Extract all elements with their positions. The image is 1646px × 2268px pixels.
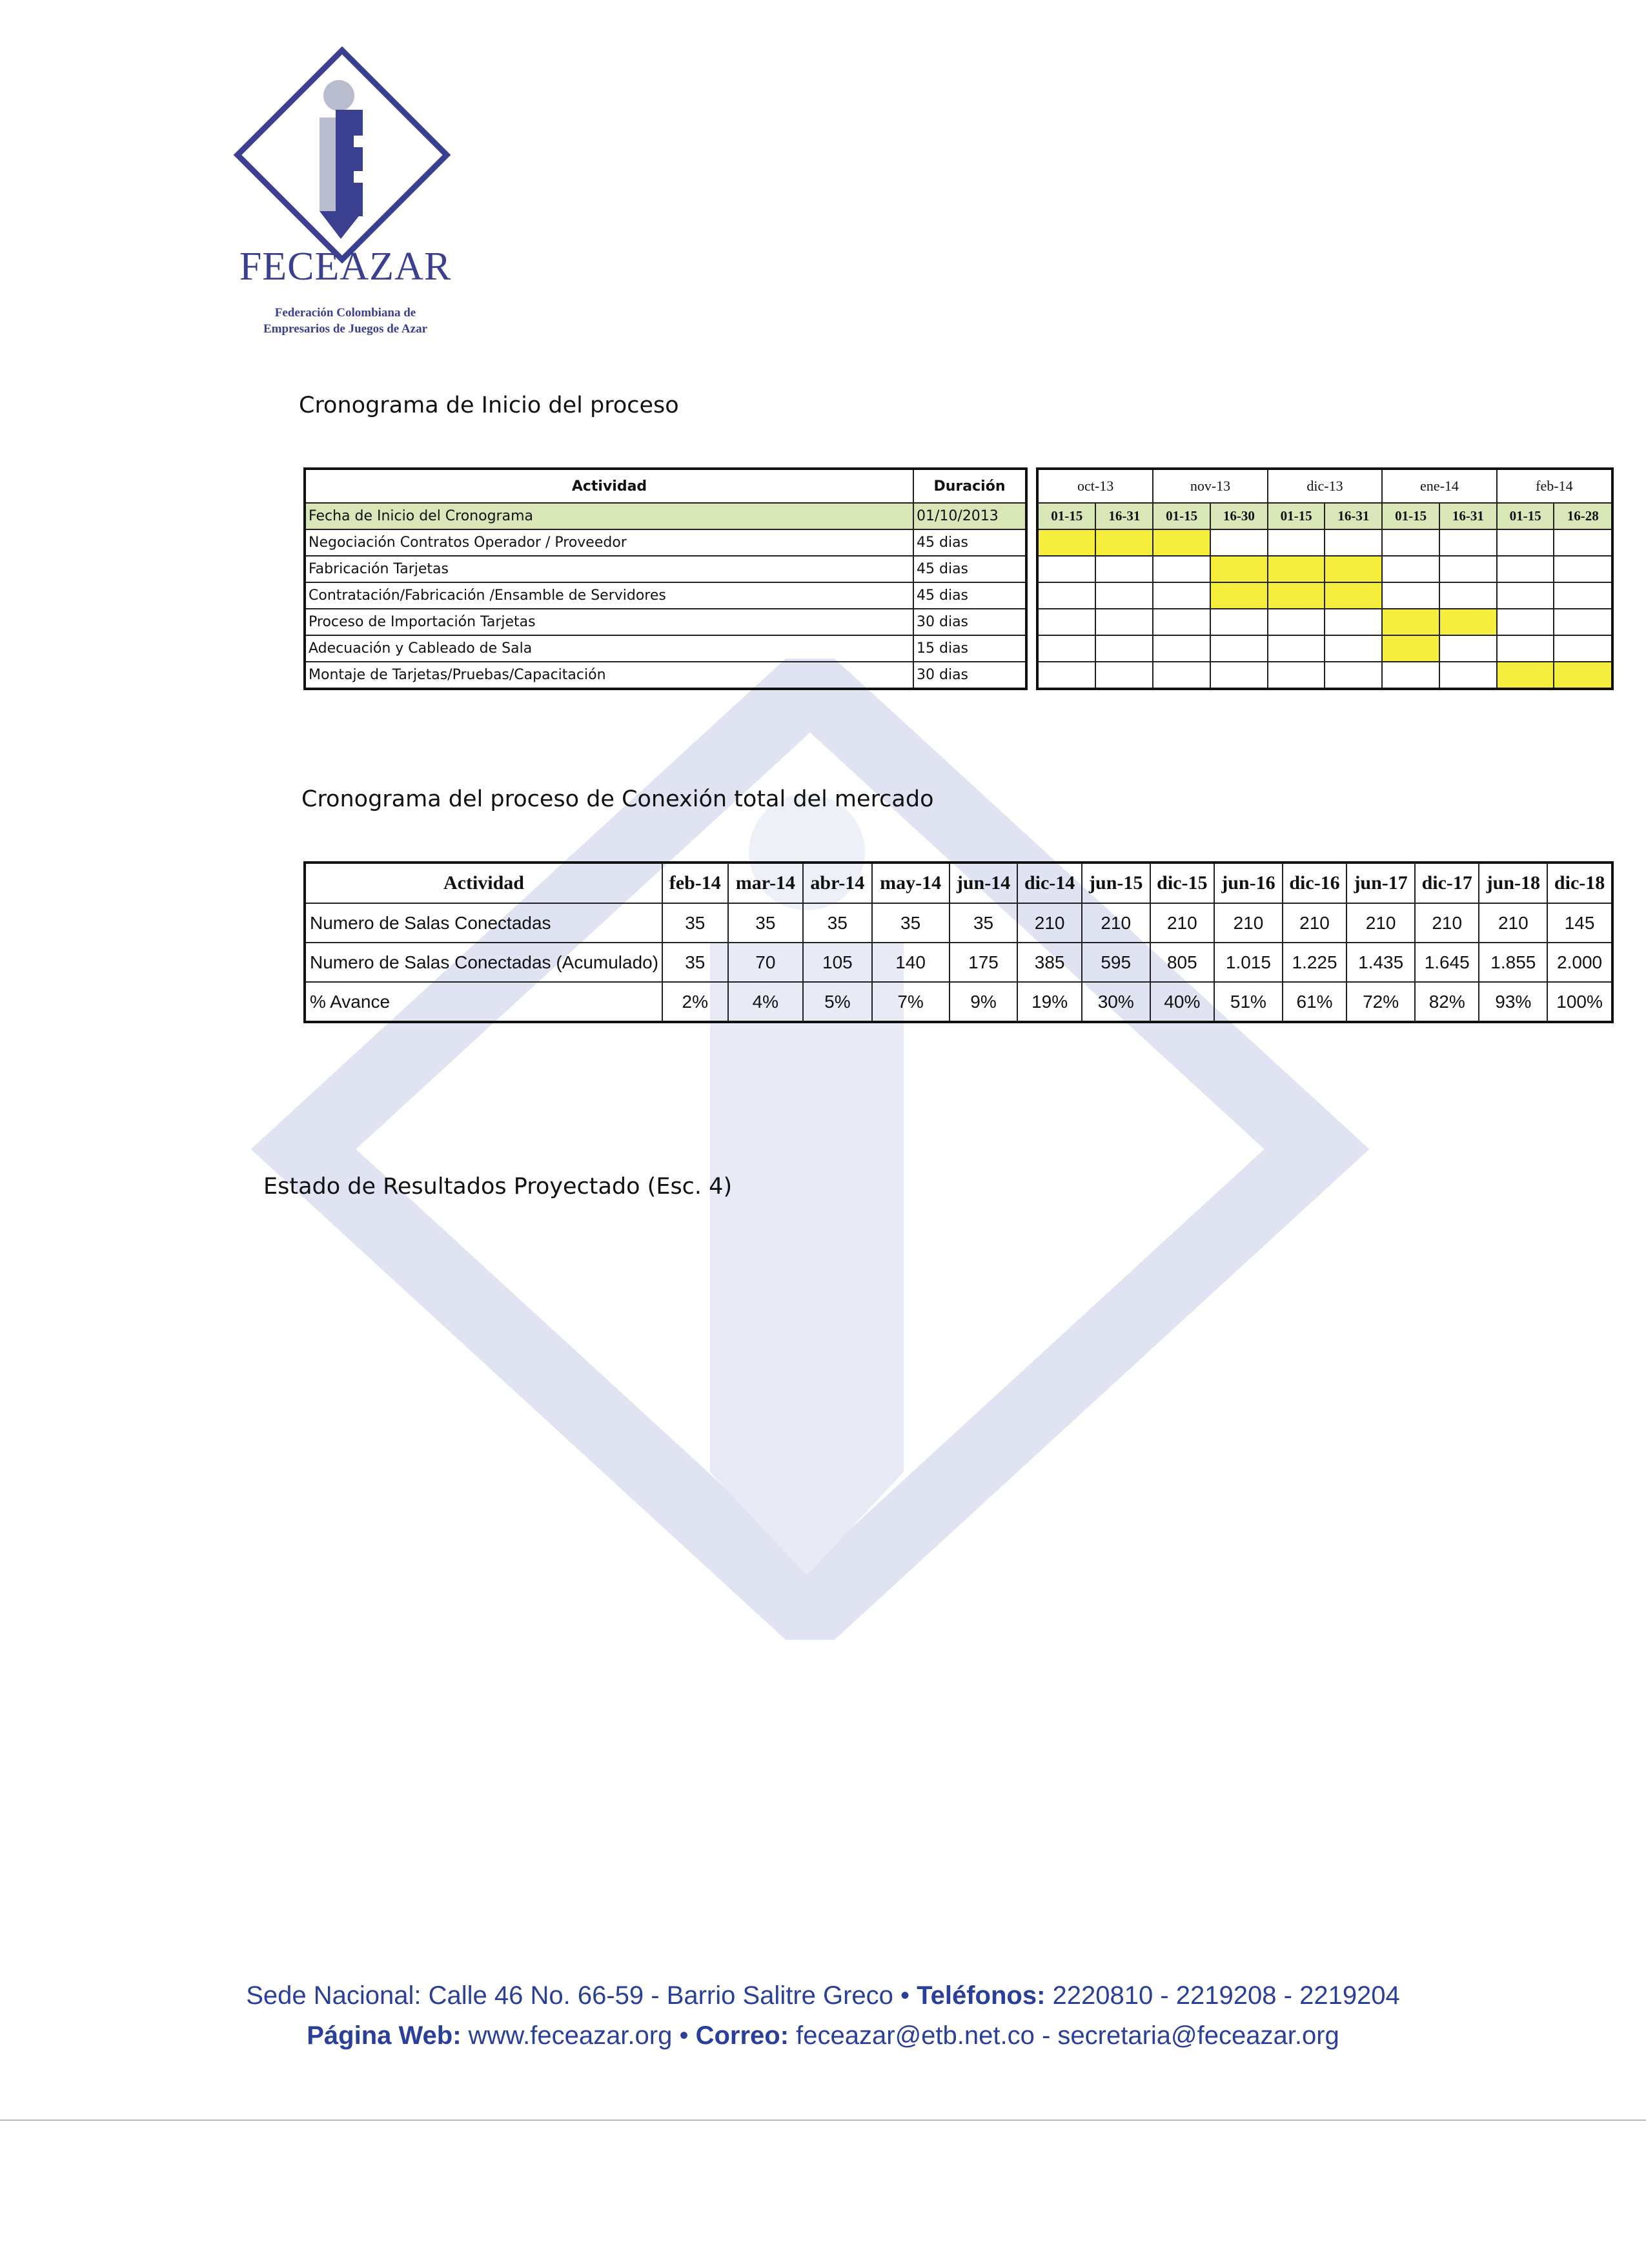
period-header: 16-28 (1554, 503, 1612, 529)
gantt-cell (1497, 582, 1554, 609)
value-cell: 210 (1214, 903, 1283, 943)
footer-line1 (0, 1976, 1646, 2016)
gantt-cell (1037, 662, 1095, 689)
gantt-cell (1095, 635, 1153, 662)
gantt-cell (1153, 635, 1210, 662)
gantt-cell-filled (1382, 635, 1439, 662)
gantt-cell-filled (1325, 582, 1382, 609)
period-header: dic-14 (1017, 863, 1081, 903)
gantt-cell (1382, 529, 1439, 556)
activity-cell: Contratación/Fabricación /Ensamble de Servidores (305, 582, 913, 609)
gantt-chart-table (1036, 467, 1614, 690)
gantt-row (1037, 609, 1612, 635)
row-label: Numero de Salas Conectadas (305, 903, 662, 943)
value-cell: 9% (950, 982, 1018, 1022)
gantt-cell (1268, 609, 1325, 635)
value-cell: 805 (1150, 943, 1214, 982)
gantt-cell (1095, 556, 1153, 582)
gantt-cell (1382, 556, 1439, 582)
duration-cell: 45 dias (913, 556, 1026, 582)
value-cell: 51% (1214, 982, 1283, 1022)
gantt-cell-filled (1268, 556, 1325, 582)
footer-divider (0, 2120, 1646, 2121)
gantt-cell (1325, 609, 1382, 635)
gantt-row (1037, 662, 1612, 689)
value-cell: 595 (1082, 943, 1150, 982)
activity-header: Actividad (305, 863, 662, 903)
gantt-month-row (1037, 469, 1612, 503)
gantt-cell (1210, 609, 1268, 635)
section1-title: Cronograma de Inicio del proceso (299, 393, 679, 418)
period-header: dic-15 (1150, 863, 1214, 903)
gantt-cell-filled (1210, 556, 1268, 582)
value-cell: 35 (803, 903, 871, 943)
row-label: % Avance (305, 982, 662, 1022)
value-cell: 1.015 (1214, 943, 1283, 982)
gantt-cell (1554, 582, 1612, 609)
value-cell: 82% (1415, 982, 1479, 1022)
gantt-body (1037, 529, 1612, 689)
gantt-cell (1497, 609, 1554, 635)
value-cell: 210 (1150, 903, 1214, 943)
section2-title: Cronograma del proceso de Conexión total del mercado (301, 786, 934, 812)
table-row (305, 529, 1026, 556)
duration-cell: 30 dias (913, 662, 1026, 689)
footer-phones: 2220810 - 2219208 - 2219204 (1045, 1981, 1400, 2010)
value-cell: 105 (803, 943, 871, 982)
gantt-cell (1037, 556, 1095, 582)
feceazar-logo-icon (232, 45, 452, 265)
gantt-cell (1439, 582, 1497, 609)
duration-cell: 45 dias (913, 529, 1026, 556)
period-header: mar-14 (728, 863, 804, 903)
gantt-cell-filled (1497, 662, 1554, 689)
table-header-row (305, 469, 1026, 503)
period-header: jun-17 (1346, 863, 1415, 903)
org-name: FECEAZAR (239, 245, 452, 289)
gantt-row (1037, 582, 1612, 609)
gantt-cell (1153, 662, 1210, 689)
gantt-cell (1325, 635, 1382, 662)
table-row (305, 943, 1612, 982)
value-cell: 72% (1346, 982, 1415, 1022)
value-cell: 210 (1479, 903, 1547, 943)
gantt-row (1037, 556, 1612, 582)
value-cell: 145 (1547, 903, 1612, 943)
footer-emails[interactable]: feceazar@etb.net.co - secretaria@feceazar.org (789, 2021, 1339, 2050)
period-header: abr-14 (803, 863, 871, 903)
table-row (305, 662, 1026, 689)
value-cell: 1.645 (1415, 943, 1479, 982)
activity-cell: Proceso de Importación Tarjetas (305, 609, 913, 635)
value-cell: 210 (1415, 903, 1479, 943)
table-row (305, 903, 1612, 943)
value-cell: 30% (1082, 982, 1150, 1022)
period-header: jun-14 (950, 863, 1018, 903)
gantt-cell (1325, 529, 1382, 556)
gantt-cell (1382, 582, 1439, 609)
month-header: oct-13 (1037, 469, 1153, 503)
period-header: 16-30 (1210, 503, 1268, 529)
gantt-cell (1382, 662, 1439, 689)
gantt-cell (1153, 609, 1210, 635)
gantt-cell (1095, 662, 1153, 689)
gantt-cell (1268, 529, 1325, 556)
value-cell: 35 (950, 903, 1018, 943)
gantt-cell (1554, 609, 1612, 635)
value-cell: 19% (1017, 982, 1081, 1022)
gantt-cell (1210, 529, 1268, 556)
footer-phones-label: Teléfonos: (917, 1981, 1046, 2010)
value-cell: 93% (1479, 982, 1547, 1022)
activity-cell: Fabricación Tarjetas (305, 556, 913, 582)
gantt-cell (1497, 635, 1554, 662)
gantt-cell (1037, 635, 1095, 662)
value-cell: 35 (662, 943, 728, 982)
section3-title: Estado de Resultados Proyectado (Esc. 4) (263, 1174, 733, 1200)
gantt-cell-filled (1439, 609, 1497, 635)
org-subtitle-line1: Federación Colombiana de (274, 306, 416, 320)
month-header: nov-13 (1153, 469, 1268, 503)
value-cell: 70 (728, 943, 804, 982)
gantt-cell-filled (1210, 582, 1268, 609)
gantt-cell (1497, 529, 1554, 556)
gantt-row (1037, 635, 1612, 662)
market-connection-table (303, 861, 1614, 1023)
gantt-cell (1268, 635, 1325, 662)
value-cell: 40% (1150, 982, 1214, 1022)
value-cell: 35 (728, 903, 804, 943)
duration-cell: 15 dias (913, 635, 1026, 662)
period-header: 16-31 (1439, 503, 1497, 529)
gantt-cell (1037, 582, 1095, 609)
value-cell: 175 (950, 943, 1018, 982)
gantt-cell (1325, 662, 1382, 689)
gantt-cell (1439, 529, 1497, 556)
period-header: 01-15 (1382, 503, 1439, 529)
value-cell: 61% (1283, 982, 1346, 1022)
period-header: dic-16 (1283, 863, 1346, 903)
gantt-cell (1554, 529, 1612, 556)
period-header: 01-15 (1153, 503, 1210, 529)
row-label: Numero de Salas Conectadas (Acumulado) (305, 943, 662, 982)
gantt-cell-filled (1554, 662, 1612, 689)
value-cell: 210 (1082, 903, 1150, 943)
value-cell: 210 (1017, 903, 1081, 943)
gantt-cell (1439, 635, 1497, 662)
gantt-cell (1210, 662, 1268, 689)
value-cell: 2% (662, 982, 728, 1022)
period-header: 16-31 (1095, 503, 1153, 529)
gantt-row (1037, 529, 1612, 556)
gantt-cell (1439, 556, 1497, 582)
gantt-cell (1439, 662, 1497, 689)
period-header: dic-17 (1415, 863, 1479, 903)
duration-cell: 45 dias (913, 582, 1026, 609)
gantt-cell-filled (1037, 529, 1095, 556)
value-cell: 210 (1283, 903, 1346, 943)
period-header: 16-31 (1325, 503, 1382, 529)
value-cell: 140 (872, 943, 950, 982)
footer-address: Sede Nacional: Calle 46 No. 66-59 - Barrio Salitre Greco • (246, 1981, 917, 2010)
period-header: jun-15 (1082, 863, 1150, 903)
table-row (305, 582, 1026, 609)
activity-header: Actividad (305, 469, 913, 503)
gantt-cell (1268, 662, 1325, 689)
value-cell: 1.225 (1283, 943, 1346, 982)
gantt-period-row (1037, 503, 1612, 529)
gantt-cell-filled (1382, 609, 1439, 635)
table-body (305, 903, 1612, 1022)
table-row (305, 556, 1026, 582)
gantt-cell (1210, 635, 1268, 662)
value-cell: 210 (1346, 903, 1415, 943)
value-cell: 5% (803, 982, 871, 1022)
activity-cell: Negociación Contratos Operador / Proveedor (305, 529, 913, 556)
gantt-cell-filled (1153, 529, 1210, 556)
start-schedule-activity-table (303, 467, 1028, 690)
gantt-cell (1095, 582, 1153, 609)
month-header: ene-14 (1382, 469, 1497, 503)
period-header: 01-15 (1037, 503, 1095, 529)
gantt-cell (1554, 635, 1612, 662)
period-header: 01-15 (1268, 503, 1325, 529)
value-cell: 4% (728, 982, 804, 1022)
gantt-cell-filled (1268, 582, 1325, 609)
gantt-cell (1554, 556, 1612, 582)
gantt-cell (1153, 582, 1210, 609)
org-subtitle (207, 305, 484, 337)
value-cell: 1.855 (1479, 943, 1547, 982)
table-row (305, 503, 1026, 529)
footer-web-link[interactable]: www.feceazar.org • (461, 2021, 696, 2050)
gantt-cell-filled (1325, 556, 1382, 582)
value-cell: 385 (1017, 943, 1081, 982)
table-header-row (305, 863, 1612, 903)
gantt-cell (1153, 556, 1210, 582)
period-header: jun-16 (1214, 863, 1283, 903)
value-cell: 35 (872, 903, 950, 943)
footer-line2 (0, 2016, 1646, 2056)
period-header: 01-15 (1497, 503, 1554, 529)
period-header: feb-14 (662, 863, 728, 903)
period-header: dic-18 (1547, 863, 1612, 903)
activity-cell: Fecha de Inicio del Cronograma (305, 503, 913, 529)
footer-contact (0, 1976, 1646, 2056)
value-cell: 1.435 (1346, 943, 1415, 982)
gantt-cell (1095, 609, 1153, 635)
duration-header: Duración (913, 469, 1026, 503)
value-cell: 7% (872, 982, 950, 1022)
period-header: jun-18 (1479, 863, 1547, 903)
org-subtitle-line2: Empresarios de Juegos de Azar (263, 322, 428, 336)
table-row (305, 982, 1612, 1022)
gantt-cell (1037, 609, 1095, 635)
table-row (305, 609, 1026, 635)
footer-web-label: Página Web: (307, 2021, 462, 2050)
footer-email-label: Correo: (695, 2021, 789, 2050)
month-header: dic-13 (1268, 469, 1383, 503)
duration-cell: 30 dias (913, 609, 1026, 635)
activity-cell: Montaje de Tarjetas/Pruebas/Capacitación (305, 662, 913, 689)
month-header: feb-14 (1497, 469, 1612, 503)
table-row (305, 635, 1026, 662)
duration-cell: 01/10/2013 (913, 503, 1026, 529)
value-cell: 2.000 (1547, 943, 1612, 982)
gantt-cell-filled (1095, 529, 1153, 556)
activity-cell: Adecuación y Cableado de Sala (305, 635, 913, 662)
value-cell: 100% (1547, 982, 1612, 1022)
period-header: may-14 (872, 863, 950, 903)
value-cell: 35 (662, 903, 728, 943)
gantt-cell (1497, 556, 1554, 582)
